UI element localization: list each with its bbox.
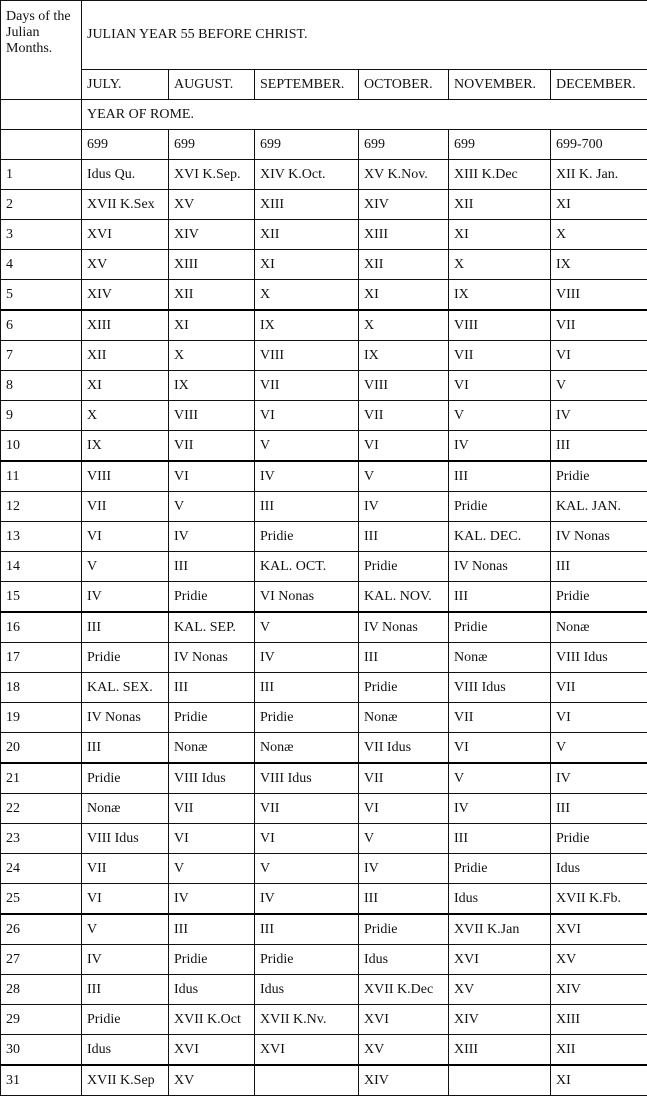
date-cell: XIII K.Dec [449, 160, 551, 190]
date-cell: III [551, 431, 647, 462]
day-number: 24 [1, 854, 82, 884]
table-row [1, 612, 647, 643]
table-row [1, 975, 647, 1005]
date-cell: IV [449, 431, 551, 462]
table-row [1, 763, 647, 794]
day-number: 8 [1, 371, 82, 401]
date-cell: III [169, 552, 255, 582]
date-cell: Pridie [169, 945, 255, 975]
date-cell: VII [359, 401, 449, 431]
day-number: 6 [1, 310, 82, 341]
month-header: SEPTEMBER. [255, 70, 359, 100]
table-row [1, 280, 647, 311]
date-cell: IV [359, 854, 449, 884]
table-row [1, 794, 647, 824]
date-cell: VIII Idus [449, 673, 551, 703]
date-cell: VI [255, 401, 359, 431]
date-cell: V [359, 461, 449, 492]
date-cell: XV K.Nov. [359, 160, 449, 190]
date-cell: X [359, 310, 449, 341]
month-header: AUGUST. [169, 70, 255, 100]
date-cell: XIV [359, 190, 449, 220]
date-cell: XV [169, 1065, 255, 1096]
table-row [1, 371, 647, 401]
date-cell: XV [551, 945, 647, 975]
year-cell: 699 [359, 130, 449, 160]
date-cell: XIV [82, 280, 169, 311]
date-cell: VI [169, 824, 255, 854]
date-cell: Idus [551, 854, 647, 884]
table-row [1, 673, 647, 703]
date-cell: XI [359, 280, 449, 311]
date-cell: VII [82, 492, 169, 522]
date-cell: XIII [449, 1035, 551, 1066]
date-cell: V [359, 824, 449, 854]
table-row [1, 854, 647, 884]
day-number: 15 [1, 582, 82, 613]
table-row [1, 1065, 647, 1096]
date-cell: XII [359, 250, 449, 280]
year-cell: 699 [449, 130, 551, 160]
date-cell: XVI [169, 1035, 255, 1066]
date-cell: III [359, 884, 449, 915]
day-number: 29 [1, 1005, 82, 1035]
date-cell: X [551, 220, 647, 250]
date-cell: Nonæ [255, 733, 359, 764]
date-cell: XII K. Jan. [551, 160, 647, 190]
date-cell: VI Nonas [255, 582, 359, 613]
date-cell: Nonæ [551, 612, 647, 643]
date-cell: V [551, 371, 647, 401]
corner-label: Days of the Julian Months. [1, 1, 82, 100]
date-cell: XIV [169, 220, 255, 250]
date-cell: III [551, 552, 647, 582]
date-cell: XVII K.Oct [169, 1005, 255, 1035]
date-cell: III [255, 914, 359, 945]
date-cell: KAL. SEP. [169, 612, 255, 643]
empty-cell [1, 100, 82, 130]
date-cell: VIII [359, 371, 449, 401]
date-cell: VIII [255, 341, 359, 371]
date-cell: Idus [359, 945, 449, 975]
table-row [1, 884, 647, 915]
date-cell: XIV [449, 1005, 551, 1035]
date-cell: V [255, 431, 359, 462]
date-cell: VII [169, 431, 255, 462]
date-cell: XVII K.Sex [82, 190, 169, 220]
date-cell: XVI [82, 220, 169, 250]
day-number: 2 [1, 190, 82, 220]
date-cell: KAL. NOV. [359, 582, 449, 613]
date-cell: XVI [255, 1035, 359, 1066]
year-cell: 699-700 [551, 130, 647, 160]
date-cell: VII [255, 371, 359, 401]
date-cell: XIII [551, 1005, 647, 1035]
date-cell: VI [359, 794, 449, 824]
day-number: 9 [1, 401, 82, 431]
date-cell: Pridie [359, 914, 449, 945]
date-cell: XVI [551, 914, 647, 945]
date-cell: Pridie [169, 703, 255, 733]
day-number: 16 [1, 612, 82, 643]
date-cell: IV Nonas [82, 703, 169, 733]
date-cell: IV [449, 794, 551, 824]
date-cell: IV Nonas [551, 522, 647, 552]
date-cell: XIII [82, 310, 169, 341]
date-cell: XI [255, 250, 359, 280]
date-cell: IV Nonas [169, 643, 255, 673]
date-cell: KAL. OCT. [255, 552, 359, 582]
date-cell: VIII Idus [551, 643, 647, 673]
date-cell: XIII [359, 220, 449, 250]
date-cell: V [169, 854, 255, 884]
date-cell: III [82, 612, 169, 643]
date-cell: VII [82, 854, 169, 884]
title-row [1, 1, 647, 70]
date-cell: XI [449, 220, 551, 250]
date-cell: X [255, 280, 359, 311]
date-cell: Pridie [255, 522, 359, 552]
date-cell: III [449, 824, 551, 854]
day-number: 31 [1, 1065, 82, 1096]
date-cell: IX [449, 280, 551, 311]
date-cell: Pridie [359, 673, 449, 703]
date-cell: Pridie [169, 582, 255, 613]
date-cell: XV [449, 975, 551, 1005]
date-cell: III [169, 914, 255, 945]
date-cell: Pridie [255, 945, 359, 975]
table-row [1, 914, 647, 945]
day-number: 5 [1, 280, 82, 311]
date-cell: XVII K.Sep [82, 1065, 169, 1096]
date-cell: XIII [169, 250, 255, 280]
date-cell: VI [169, 461, 255, 492]
date-cell: VII [551, 673, 647, 703]
date-cell: Nonæ [82, 794, 169, 824]
date-cell: V [551, 733, 647, 764]
date-cell: KAL. DEC. [449, 522, 551, 552]
date-cell: VIII [449, 310, 551, 341]
month-header: DECEMBER. [551, 70, 647, 100]
day-number: 13 [1, 522, 82, 552]
date-cell: Pridie [449, 612, 551, 643]
date-cell: VIII [82, 461, 169, 492]
date-cell: VIII [169, 401, 255, 431]
date-cell: Pridie [82, 1005, 169, 1035]
day-number: 21 [1, 763, 82, 794]
table-row [1, 190, 647, 220]
day-number: 18 [1, 673, 82, 703]
date-cell: Idus Qu. [82, 160, 169, 190]
date-cell: IV [255, 643, 359, 673]
date-cell: IV [255, 461, 359, 492]
date-cell: Pridie [551, 824, 647, 854]
table-row [1, 431, 647, 462]
date-cell: Pridie [449, 492, 551, 522]
date-cell: VI [551, 703, 647, 733]
date-cell: Pridie [255, 703, 359, 733]
date-cell: IV Nonas [449, 552, 551, 582]
day-number: 26 [1, 914, 82, 945]
table-row [1, 160, 647, 190]
date-cell: XI [82, 371, 169, 401]
day-number: 3 [1, 220, 82, 250]
date-cell: XVII K.Fb. [551, 884, 647, 915]
table-row [1, 824, 647, 854]
date-cell: XII [449, 190, 551, 220]
date-cell: III [449, 582, 551, 613]
year-row [1, 130, 647, 160]
date-cell: KAL. SEX. [82, 673, 169, 703]
table-row [1, 220, 647, 250]
date-cell: IV [169, 884, 255, 915]
date-cell: Idus [82, 1035, 169, 1066]
day-number: 7 [1, 341, 82, 371]
date-cell: VI [255, 824, 359, 854]
date-cell: X [449, 250, 551, 280]
day-number: 25 [1, 884, 82, 915]
date-cell: X [82, 401, 169, 431]
date-cell: VII [359, 763, 449, 794]
date-cell: XV [359, 1035, 449, 1066]
date-cell: XIII [255, 190, 359, 220]
day-number: 12 [1, 492, 82, 522]
year-cell: 699 [169, 130, 255, 160]
date-cell: XII [551, 1035, 647, 1066]
date-cell: IV [551, 401, 647, 431]
date-cell: IV [169, 522, 255, 552]
table-row [1, 461, 647, 492]
date-cell: IV [255, 884, 359, 915]
month-header: OCTOBER. [359, 70, 449, 100]
date-cell: IV [82, 945, 169, 975]
table-row [1, 310, 647, 341]
date-cell: VIII Idus [169, 763, 255, 794]
date-cell: IX [551, 250, 647, 280]
table-row [1, 492, 647, 522]
table-row [1, 703, 647, 733]
date-cell: VII Idus [359, 733, 449, 764]
table-row [1, 1005, 647, 1035]
date-cell: VII [449, 703, 551, 733]
date-cell: III [359, 643, 449, 673]
date-cell: VII [449, 341, 551, 371]
date-cell: Pridie [82, 643, 169, 673]
date-cell: Pridie [551, 461, 647, 492]
day-rows [1, 160, 647, 1096]
date-cell: XVII K.Nv. [255, 1005, 359, 1035]
date-cell: Idus [169, 975, 255, 1005]
date-cell: XII [169, 280, 255, 311]
day-number: 17 [1, 643, 82, 673]
date-cell: IX [359, 341, 449, 371]
day-number: 20 [1, 733, 82, 764]
table-row [1, 250, 647, 280]
date-cell: VI [449, 733, 551, 764]
date-cell: VIII Idus [255, 763, 359, 794]
table-row [1, 582, 647, 613]
date-cell [255, 1065, 359, 1096]
date-cell: Nonæ [169, 733, 255, 764]
date-cell: V [449, 763, 551, 794]
date-cell: IV [359, 492, 449, 522]
date-cell: V [255, 612, 359, 643]
table-row [1, 643, 647, 673]
date-cell: Idus [255, 975, 359, 1005]
table-row [1, 341, 647, 371]
table-row [1, 945, 647, 975]
date-cell: III [449, 461, 551, 492]
date-cell: XIV [551, 975, 647, 1005]
day-number: 19 [1, 703, 82, 733]
rome-label: YEAR OF ROME. [82, 100, 647, 130]
date-cell: XVII K.Dec [359, 975, 449, 1005]
date-cell: Pridie [551, 582, 647, 613]
date-cell: VIII [551, 280, 647, 311]
date-cell: III [359, 522, 449, 552]
day-number: 1 [1, 160, 82, 190]
date-cell: III [255, 673, 359, 703]
month-header: NOVEMBER. [449, 70, 551, 100]
date-cell: XII [82, 341, 169, 371]
date-cell: Nonæ [449, 643, 551, 673]
date-cell: III [551, 794, 647, 824]
date-cell: XIV K.Oct. [255, 160, 359, 190]
date-cell: III [82, 975, 169, 1005]
date-cell: IX [82, 431, 169, 462]
day-number: 23 [1, 824, 82, 854]
day-number: 14 [1, 552, 82, 582]
date-cell: VI [82, 884, 169, 915]
date-cell: V [82, 914, 169, 945]
date-cell: X [169, 341, 255, 371]
year-cell: 699 [82, 130, 169, 160]
table-row [1, 522, 647, 552]
rome-label-row [1, 100, 647, 130]
table-row [1, 401, 647, 431]
date-cell: IX [255, 310, 359, 341]
date-cell: IX [169, 371, 255, 401]
day-number: 28 [1, 975, 82, 1005]
date-cell: V [449, 401, 551, 431]
date-cell: XII [255, 220, 359, 250]
date-cell: XI [551, 1065, 647, 1096]
date-cell: VI [359, 431, 449, 462]
date-cell: IV [82, 582, 169, 613]
table-row [1, 552, 647, 582]
day-number: 11 [1, 461, 82, 492]
table-title: JULIAN YEAR 55 BEFORE CHRIST. [82, 1, 647, 70]
date-cell: KAL. JAN. [551, 492, 647, 522]
date-cell: VII [255, 794, 359, 824]
table-row [1, 733, 647, 764]
month-header-row [1, 70, 647, 100]
date-cell: III [255, 492, 359, 522]
date-cell: XVI [449, 945, 551, 975]
date-cell: IV Nonas [359, 612, 449, 643]
empty-cell [1, 130, 82, 160]
date-cell: Nonæ [359, 703, 449, 733]
date-cell: V [169, 492, 255, 522]
date-cell: VII [169, 794, 255, 824]
date-cell: III [169, 673, 255, 703]
month-header: JULY. [82, 70, 169, 100]
date-cell: Idus [449, 884, 551, 915]
day-number: 10 [1, 431, 82, 462]
date-cell: Pridie [359, 552, 449, 582]
date-cell: III [82, 733, 169, 764]
day-number: 4 [1, 250, 82, 280]
date-cell: V [255, 854, 359, 884]
date-cell: Pridie [449, 854, 551, 884]
date-cell: XVI K.Sep. [169, 160, 255, 190]
day-number: 27 [1, 945, 82, 975]
day-number: 22 [1, 794, 82, 824]
date-cell: XV [82, 250, 169, 280]
date-cell: VI [82, 522, 169, 552]
date-cell: XI [169, 310, 255, 341]
date-cell: VIII Idus [82, 824, 169, 854]
date-cell: V [82, 552, 169, 582]
date-cell: VI [449, 371, 551, 401]
year-cell: 699 [255, 130, 359, 160]
date-cell: VII [551, 310, 647, 341]
date-cell: IV [551, 763, 647, 794]
day-number: 30 [1, 1035, 82, 1066]
date-cell: XIV [359, 1065, 449, 1096]
date-cell: XVI [359, 1005, 449, 1035]
date-cell [449, 1065, 551, 1096]
date-cell: Pridie [82, 763, 169, 794]
date-cell: VI [551, 341, 647, 371]
date-cell: XV [169, 190, 255, 220]
table-row [1, 1035, 647, 1066]
date-cell: XVII K.Jan [449, 914, 551, 945]
date-cell: XI [551, 190, 647, 220]
